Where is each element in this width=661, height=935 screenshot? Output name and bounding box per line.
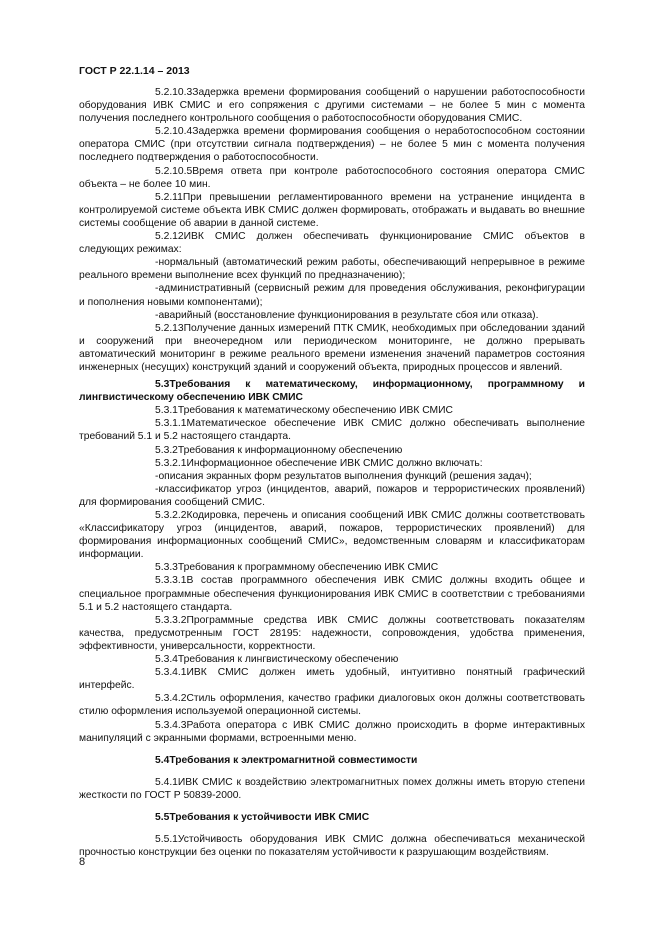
paragraph-5-3-4-2: 5.3.4.2Стиль оформления, качество графики диалоговых окон должны соответствовать стилю оформления используемой операционной системы. [79,693,585,718]
paragraph-5-3-1: 5.3.1Требования к математическому обеспечению ИВК СМИС [155,405,453,417]
paragraph-5-2-11: 5.2.11При превышении регламентированного времени на устранение инцидента в контролируемой системе объекта ИВК СМИС должен формировать, отображать и выдавать во внешние системы сообщение об аварии в данной системе. [79,191,585,229]
paragraph-5-5-1: 5.5.1Устойчивость оборудования ИВК СМИС должна обеспечиваться механической прочностью конструкции без оценки по показателям устойчивости к разрушающим воздействиям. [79,834,585,859]
paragraph-5-3-4: 5.3.4Требования к лингвистическому обеспечению [155,654,399,666]
page-number: 8 [79,856,86,868]
paragraph-5-2-10-5: 5.2.10.5Время ответа при контроле работоспособного состояния оператора СМИС объекта – не более 10 мин. [79,165,585,190]
paragraph-5-3-2-2: 5.3.2.2Кодировка, перечень и описания сообщений ИВК СМИС должны соответствовать «Классификатору угроз (инцидентов, аварий, пожаров, террористических проявлений) для формирования информационных сообщений СМИС», ведомственным словарям и классификаторам информации. [79,510,585,561]
list-item-admin-mode: -административный (сервисный режим для проведения обслуживания, реконфигурации и пополнения новыми компонентами); [79,283,585,308]
section-heading-5-3: 5.3Требования к математическому, информационному, программному и лингвистическому обеспечению ИВК СМИС [79,379,585,404]
section-heading-5-4: 5.4Требования к электромагнитной совместимости [155,754,418,766]
paragraph-5-3-3-2: 5.3.3.2Программные средства ИВК СМИС должны соответствовать показателям качества, предусмотренным ГОСТ 28195: надежности, сопровождения, удобства применения, эффективности, универсальности, корректности. [79,614,585,652]
list-item-threat-classifier: -классификатор угроз (инцидентов, аварий, пожаров и террористических проявлений) для формирования сообщений СМИС. [79,483,585,508]
paragraph-5-3-1-1: 5.3.1.1Математическое обеспечение ИВК СМИС должно обеспечивать выполнение требований 5.1 и 5.2 настоящего стандарта. [79,418,585,443]
paragraph-5-3-2: 5.3.2Требования к информационному обеспечению [155,444,403,456]
page-header-title: ГОСТ Р 22.1.14 – 2013 [79,65,190,77]
section-heading-5-5: 5.5Требования к устойчивости ИВК СМИС [155,811,370,823]
paragraph-5-2-10-3: 5.2.10.3Задержка времени формирования сообщений о нарушении работоспособности оборудования ИВК СМИС и его сопряжения с другими системами – не более 5 мин с момента получения последнего контрольного сообщения о работоспособности оборудования СМИС. [79,87,585,125]
paragraph-5-3-4-1: 5.3.4.1ИВК СМИС должен иметь удобный, интуитивно понятный графический интерфейс. [79,667,585,692]
paragraph-5-2-13: 5.2.13Получение данных измерений ПТК СМИК, необходимых при обследовании зданий и сооружений при внеочередном или периодическом мониторинге, не должно прерывать автоматический мониторинг в режиме реального времени изменения значений параметров состояния инженерных (несущих) конструкций зданий и сооружений объекта, природных процессов и явлений. [79,322,585,373]
paragraph-5-3-3: 5.3.3Требования к программному обеспечению ИВК СМИС [155,562,439,574]
document-body [79,86,585,859]
list-item-screen-forms: -описания экранных форм результатов выполнения функций (решения задач); [155,470,532,482]
list-item-emergency-mode: -аварийный (восстановление функционирования в результате сбоя или отказа). [155,309,539,321]
list-item-normal-mode: -нормальный (автоматический режим работы, обеспечивающий непрерывное в режиме реального времени выполнение всех функций по предназначению); [79,257,585,282]
paragraph-5-2-12: 5.2.12ИВК СМИС должен обеспечивать функционирование СМИС объектов в следующих режимах: [79,231,585,256]
paragraph-5-2-10-4: 5.2.10.4Задержка времени формирования сообщения о неработоспособном состоянии оператора СМИС (при отсутствии сигнала подтверждения) – не более 5 мин с момента получения последнего подтверждения о работоспособности. [79,126,585,164]
paragraph-5-3-2-1: 5.3.2.1Информационное обеспечение ИВК СМИС должно включать: [155,457,483,469]
paragraph-5-4-1: 5.4.1ИВК СМИС к воздействию электромагнитных помех должны иметь вторую степени жесткости по ГОСТ Р 50839-2000. [79,776,585,801]
paragraph-5-3-3-1: 5.3.3.1В состав программного обеспечения ИВК СМИС должны входить общее и специальное программные обеспечения функционирования ИВК СМИС в соответствии с требованиями 5.1 и 5.2 настоящего стандарта. [79,575,585,613]
paragraph-5-3-4-3: 5.3.4.3Работа оператора с ИВК СМИС должно происходить в форме интерактивных манипуляций с экранными формами, встроенными меню. [79,719,585,744]
